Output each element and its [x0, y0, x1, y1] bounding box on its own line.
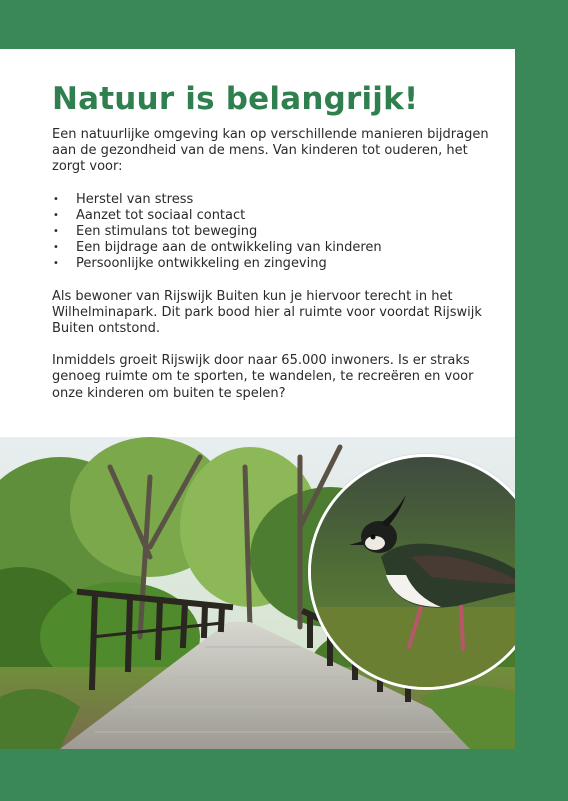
page-title: Natuur is belangrijk!: [52, 81, 419, 117]
list-item: • Een bijdrage aan de ontwikkeling van kinderen: [52, 240, 497, 256]
list-item: • Herstel van stress: [52, 192, 497, 208]
body-text: [52, 127, 497, 418]
list-item: • Persoonlijke ontwikkeling en zingeving: [52, 256, 497, 272]
content-card: [0, 49, 515, 749]
intro-paragraph: Een natuurlijke omgeving kan op verschillende manieren bijdragen aan de gezondheid van de mens. Van kinderen tot ouderen, het zorgt voor:: [52, 127, 489, 175]
list-item: • Aanzet tot sociaal contact: [52, 208, 497, 224]
benefits-list: [52, 192, 497, 273]
list-item: • Een stimulans tot beweging: [52, 224, 497, 240]
park-paragraph: Als bewoner van Rijswijk Buiten kun je hiervoor terecht in het Wilhelminapark. Dit park bood hier al ruimte voor voordat Rijswijk Buiten ontstond.: [52, 288, 482, 337]
growth-paragraph: Inmiddels groeit Rijswijk door naar 65.000 inwoners. Is er straks genoeg ruimte om te sporten, te wandelen, te recreëren en voor onze kinderen om buiten te spelen?: [52, 353, 474, 401]
